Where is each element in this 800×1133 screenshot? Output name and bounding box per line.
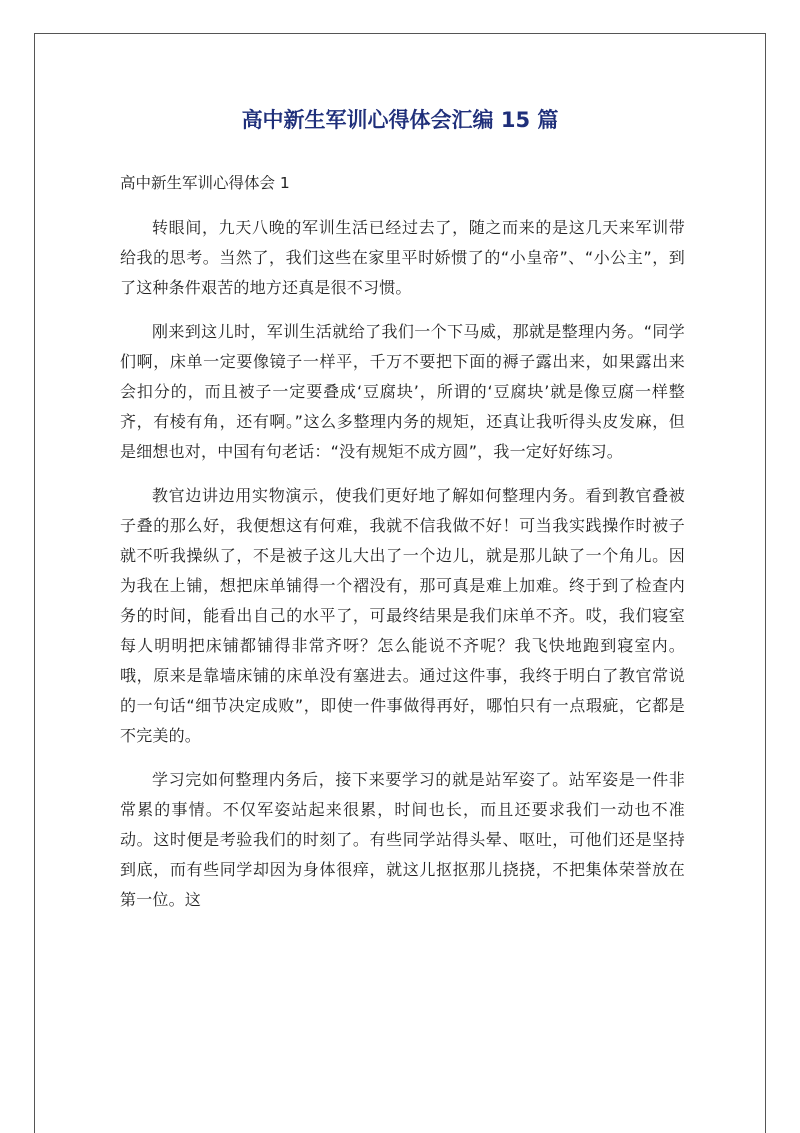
- document-body: [120, 213, 685, 929]
- document-title: 高中新生军训心得体会汇编 15 篇: [241, 108, 559, 132]
- paragraph: 刚来到这儿时，军训生活就给了我们一个下马威，那就是整理内务。“同学们啊，床单一定要像镜子一样平，千万不要把下面的褥子露出来，如果露出来会扣分的，而且被子一定要叠成‘豆腐块’，所谓的‘豆腐块’就是像豆腐一样整齐，有棱有角，还有啊。”这么多整理内务的规矩，还真让我听得头皮发麻，但是细想也对，中国有句老话：“没有规矩不成方圆”，我一定好好练习。: [120, 322, 685, 461]
- paragraph: 学习完如何整理内务后，接下来要学习的就是站军姿了。站军姿是一件非常累的事情。不仅军姿站起来很累，时间也长，而且还要求我们一动也不准动。这时便是考验我们的时刻了。有些同学站得头晕、呕吐，可他们还是坚持到底，而有些同学却因为身体很痒，就这儿抠抠那儿挠挠，不把集体荣誉放在第一位。这: [120, 770, 685, 909]
- section-heading: 高中新生军训心得体会 1: [120, 174, 290, 192]
- paragraph: 教官边讲边用实物演示，使我们更好地了解如何整理内务。看到教官叠被子叠的那么好，我便想这有何难，我就不信我做不好！可当我实践操作时被子就不听我操纵了，不是被子这儿大出了一个边儿，就是那儿缺了一个角儿。因为我在上铺，想把床单铺得一个褶没有，那可真是难上加难。终于到了检查内务的时间，能看出自己的水平了，可最终结果是我们床单不齐。哎，我们寝室每人明明把床铺都铺得非常齐呀？怎么能说不齐呢？我飞快地跑到寝室内。哦，原来是靠墙床铺的床单没有塞进去。通过这件事，我终于明白了教官常说的一句话“细节决定成败”，即使一件事做得再好，哪怕只有一点瑕疵，它都是不完美的。: [120, 486, 685, 745]
- paragraph: 转眼间，九天八晚的军训生活已经过去了，随之而来的是这几天来军训带给我的思考。当然了，我们这些在家里平时娇惯了的“小皇帝”、“小公主”，到了这种条件艰苦的地方还真是很不习惯。: [120, 218, 685, 297]
